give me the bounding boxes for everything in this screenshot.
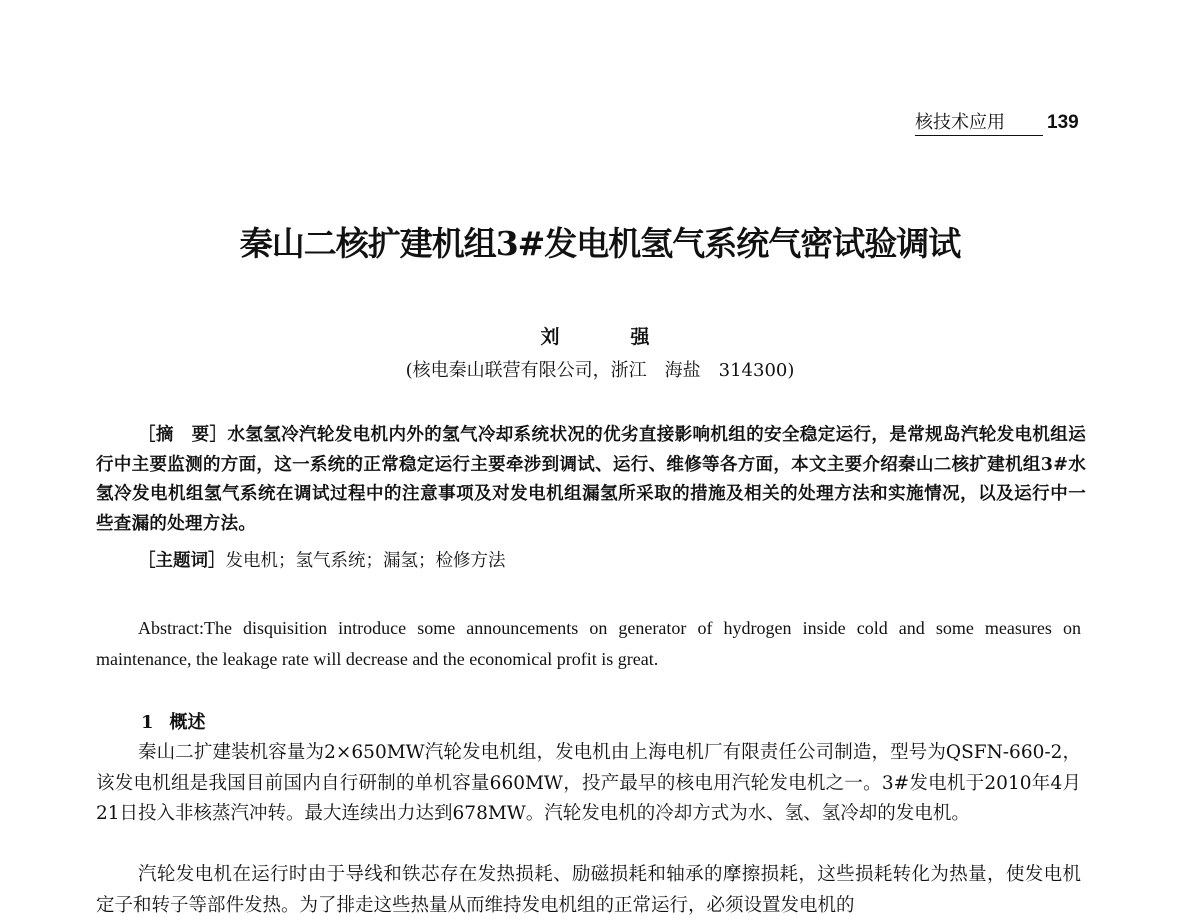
keywords-label: ［主题词］ xyxy=(138,551,226,571)
english-abstract: Abstract:The disquisition introduce some announcements on generator of hydrogen inside cold and some measures on maintenance, the leakage rate will decrease and the economical profit is great. xyxy=(96,618,1081,669)
body-paragraph: 秦山二扩建装机容量为2×650MW汽轮发电机组，发电机由上海电机厂有限责任公司制造，型号为QSFN-660-2，该发电机组是我国目前国内自行研制的单机容量660MW，投产最早的核电用汽轮发电机之一。3#发电机于2010年4月21日投入非核蒸汽冲转。最大连续出力达到678MW。汽轮发电机的冷却方式为水、氢、氢冷却的发电机。 xyxy=(96,742,1081,824)
journal-name: 核技术应用 xyxy=(915,108,1043,136)
article-title: 秦山二核扩建机组3#发电机氢气系统气密试验调试 xyxy=(239,224,961,263)
body-paragraph: 汽轮发电机在运行时由于导线和铁芯存在发热损耗、励磁损耗和轴承的摩擦损耗，这些损耗转化为热量，使发电机定子和转子等部件发热。为了排走这些热量从而维持发电机组的正常运行，必须设置发电机的 xyxy=(96,864,1081,916)
page-number: 139 xyxy=(1047,112,1079,133)
abstract-label: ［摘 要］ xyxy=(138,425,228,445)
author-affiliation: (核电秦山联营有限公司，浙江 海盐 314300) xyxy=(405,360,795,381)
keywords-text: 发电机；氢气系统；漏氢；检修方法 xyxy=(225,551,506,571)
abstract-text: 水氢氢冷汽轮发电机内外的氢气冷却系统状况的优劣直接影响机组的安全稳定运行，是常规岛汽轮发电机组运行中主要监测的方面，这一系统的正常稳定运行主要牵涉到调试、运行、维修等各方面，本文主要介绍秦山二核扩建机组3#水氢冷发电机组氢气系统在调试过程中的注意事项及对发电机组漏氢所采取的措施及相关的处理方法和实施情况，以及运行中一些查漏的处理方法。 xyxy=(96,425,1087,534)
chinese-abstract xyxy=(96,421,1086,539)
author-name: 刘 强 xyxy=(540,326,676,348)
section-number: 1 xyxy=(141,712,154,733)
section-heading xyxy=(141,708,206,734)
keywords xyxy=(138,547,506,572)
section-title: 概述 xyxy=(169,712,206,733)
running-header xyxy=(915,108,1079,136)
